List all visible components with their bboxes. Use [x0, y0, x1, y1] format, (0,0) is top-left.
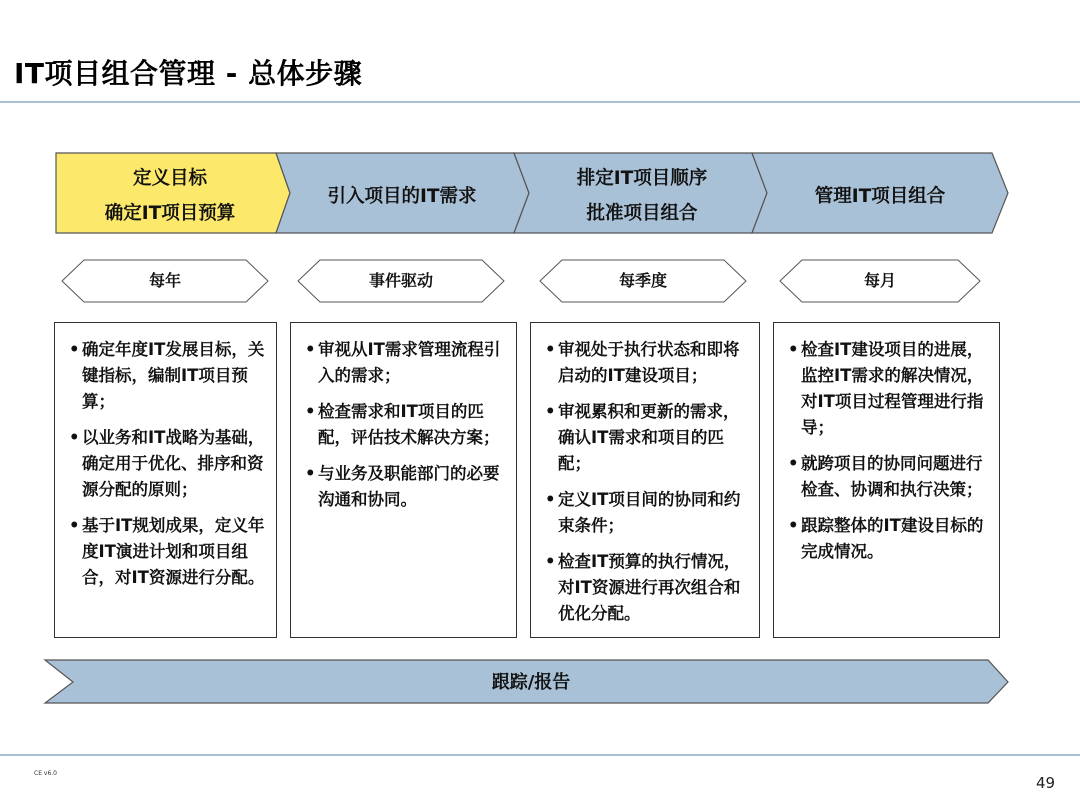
phase-3-line-2: 批准项目组合 [586, 203, 698, 224]
phase-1-line-1: 定义目标 [132, 168, 208, 189]
detail-box-3 [530, 322, 760, 638]
frequency-label-4: 每月 [863, 271, 897, 290]
phase-1-line-2: 确定IT项目预算 [104, 203, 236, 224]
detail-item: • 审视从IT需求管理流程引入的需求； [305, 337, 506, 389]
detail-item: • 检查IT建设项目的进展，监控IT需求的解决情况，对IT项目过程管理进行指导； [788, 337, 989, 441]
tracking-label: 跟踪/报告 [491, 672, 571, 693]
page-number: 49 [1036, 774, 1056, 792]
page-title: IT项目组合管理 - 总体步骤 [14, 57, 363, 90]
detail-item: • 跟踪整体的IT建设目标的完成情况。 [788, 513, 989, 565]
frequency-label-2: 事件驱动 [368, 271, 434, 290]
phase-2-line-1: 引入项目的IT需求 [327, 186, 477, 207]
detail-box-2 [290, 322, 517, 638]
phase-4-line-1: 管理IT项目组合 [814, 186, 946, 207]
footer-divider [0, 754, 1080, 756]
detail-item: • 就跨项目的协同问题进行检查、协调和执行决策； [788, 451, 989, 503]
phase-3-line-1: 排定IT项目顺序 [576, 168, 708, 189]
detail-item: • 审视处于执行状态和即将启动的IT建设项目； [545, 337, 749, 389]
detail-item: • 检查IT预算的执行情况，对IT资源进行再次组合和优化分配。 [545, 549, 749, 627]
detail-item: • 以业务和IT战略为基础，确定用于优化、排序和资源分配的原则； [69, 425, 266, 503]
footer-code: CE v6.0 [34, 770, 57, 777]
detail-item: • 与业务及职能部门的必要沟通和协同。 [305, 461, 506, 513]
frequency-label-1: 每年 [148, 271, 182, 290]
detail-item: • 审视累积和更新的需求，确认IT需求和项目的匹配； [545, 399, 749, 477]
detail-box-1 [54, 322, 277, 638]
detail-item: • 基于IT规划成果，定义年度IT演进计划和项目组合，对IT资源进行分配。 [69, 513, 266, 591]
detail-box-4 [773, 322, 1000, 638]
detail-item: • 定义IT项目间的协同和约束条件； [545, 487, 749, 539]
detail-item: • 检查需求和IT项目的匹配，评估技术解决方案； [305, 399, 506, 451]
frequency-label-3: 每季度 [618, 271, 668, 290]
detail-item: • 确定年度IT发展目标，关键指标，编制IT项目预算； [69, 337, 266, 415]
